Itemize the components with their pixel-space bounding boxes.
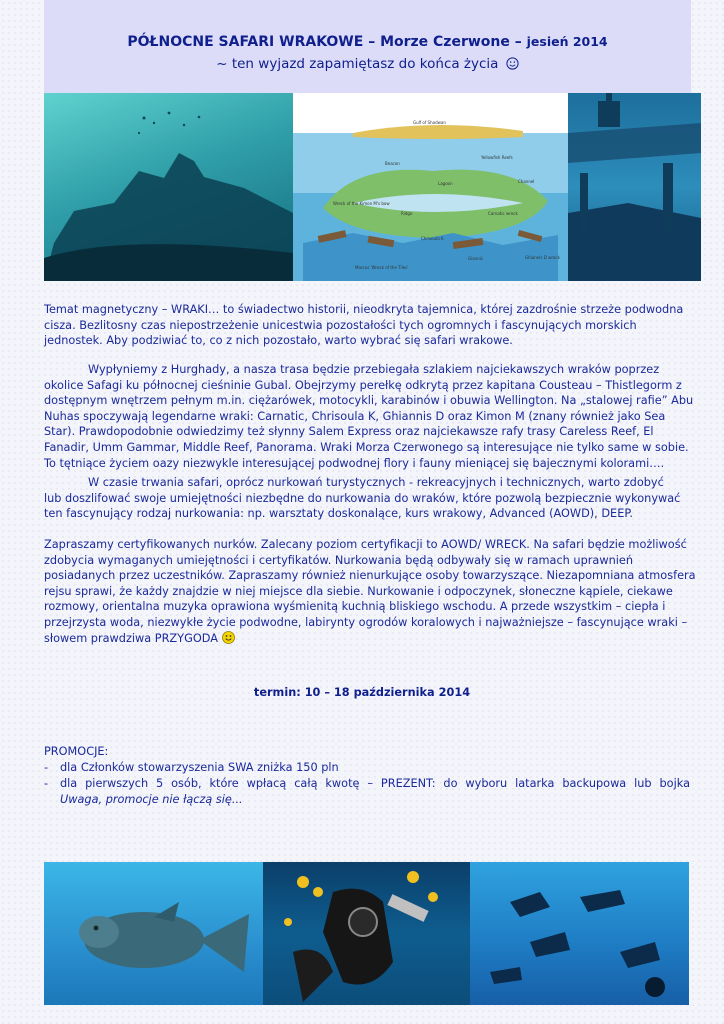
trip-date: termin: 10 – 18 października 2014: [253, 686, 471, 699]
title-season: jesień 2014: [526, 34, 608, 49]
smiley-outline-icon: [506, 57, 519, 70]
list-dash: -: [44, 761, 49, 774]
paragraph-3: W czasie trwania safari, oprócz nurkowań turystycznych - rekreacyjnych i technicznych, warto zdobyć lub doszlifować swoje umiejętności niezbędne do nurkowania do wraków, które pozwolą bezpiecznie wykonywać ten fascynujący rodzaj nurkowania: np. warsztaty doskonalące, kurs wrakowy, Advanced (AOWD), DEEP.: [44, 476, 681, 521]
map-label-chrisoula: Chrisoula K: [421, 236, 444, 241]
promo-item: [44, 760, 690, 776]
promotions-heading: PROMOCJE:: [44, 745, 109, 758]
promotions-section: [44, 744, 690, 808]
paragraph-4: Zapraszamy certyfikowanych nurków. Zalecany poziom certyfikacji to AOWD/ WRECK. Na safari będzie możliwość zdobycia wymaganych umiejętności i certyfikatów. Nurkowania będą odbywały się w ramach uprawnień posiadanych przez uczestników. Zapraszamy również nienurkujące osoby towarzyszące. Niezapomniana atmosfera rejsu sprawi, że każdy znajdzie w niej miejsce dla siebie. Nurkowanie i odpoczynek, słoneczne kąpiele, ciekawe rozmowy, orientalna muzyka oprawiona wyśmienitą kuchnią bliskiego wschodu. A przede wszystkim – ciepła i przejrzysta woda, niezwykłe życie podwodne, labirynty ogrodów koralowych i najważniejsze – fascynujące wraki – słowem prawdziwa PRZYGODA: [44, 538, 696, 645]
divers-group-photo: [470, 862, 689, 1005]
header-banner: [44, 0, 691, 93]
map-label-yellowfish: Yellowfish Reefs: [481, 155, 513, 160]
courses-paragraph: [44, 475, 684, 522]
diver-photo: [263, 862, 470, 1005]
route-paragraph: [44, 362, 698, 471]
paragraph-2: Wypłyniemy z Hurghady, a nasza trasa będzie przebiegała szlakiem najciekawszych wraków poprzez okolice Safagi ku północnej cieśninie Gubal. Obejrzymy perełkę odkrytą przez kapitana Cousteau – Thistlegorm z dostępnym wnętrzem pełnym m.in. ciężarówek, motocykli, karabinów i obuwia Wellington. Na „stalowej rafie” Abu Nuhas spoczywają legendarne wraki: Carnatic, Chrisoula K, Ghiannis D oraz Kimon M (znany również jako Sea Star). Prawdopodobnie odwiedzimy też słynny Salem Express oraz najciekawsze rafy trasy Careless Reef, El Fanadir, Umm Gammar, Middle Reef, Panorama. Wraki Morza Czerwonego są interesujące nie tylko same w sobie. To tętniące życiem oazy niezwykle interesującej podwodnej flory i fauny mieniącej się bajecznymi kolorami….: [44, 363, 694, 470]
map-label-lagoon: Lagoon: [438, 181, 453, 186]
map-label-channel: Channel: [518, 179, 535, 184]
smiley-yellow-icon: [222, 631, 235, 644]
map-label-giannis: Giannis: [468, 256, 483, 261]
wreck-photo-blue: [568, 93, 701, 281]
map-label-beacon: Beacon: [385, 161, 400, 166]
title-main: PÓŁNOCNE SAFARI WRAKOWE – Morze Czerwone –: [127, 34, 527, 50]
map-label-marcus: Marcus 'Wreck of the Tiles': [355, 265, 409, 270]
intro-paragraph: [44, 302, 694, 349]
invitation-paragraph: [44, 537, 704, 646]
page-title: [44, 34, 691, 50]
promo-item-1: dla Członków stowarzyszenia SWA zniżka 150 pln: [60, 761, 339, 774]
subtitle-text: ~ ten wyjazd zapamiętasz do końca życia: [216, 56, 499, 72]
promo-item: [44, 776, 690, 792]
map-label-ridge: Ridge: [401, 211, 413, 216]
map-label-ghiannis: Ghiannis D wreck: [525, 255, 560, 260]
wreck-photo-silhouette: [44, 93, 293, 281]
promo-item-2: dla pierwszych 5 osób, które wpłacą całą kwotę – PREZENT: do wyboru latarka backupowa lub bojka: [60, 777, 690, 790]
fish-photo: [44, 862, 263, 1005]
map-label-kimon: Wreck of the Kimon M's bow: [333, 201, 390, 206]
page-subtitle: [44, 56, 691, 72]
map-label-gulf: Gulf of Shadwan: [413, 120, 446, 125]
map-label-carnatic: Carnatic wreck: [488, 211, 518, 216]
reef-map-illustration: [293, 93, 568, 281]
paragraph-1: Temat magnetyczny – WRAKI… to świadectwo historii, nieodkryta tajemnica, której zazdrośnie strzeże podwodna cisza. Bezlitosny czas niepostrzeżenie unicestwia pozostałości tych ogromnych i fascynujących morskich jednostek. Aby podziwiać to, co z nich pozostało, warto wybrać się safari wrakowe.: [44, 303, 684, 348]
paragraph-4-wrap: [44, 537, 704, 646]
list-dash: -: [44, 777, 49, 790]
promo-note: Uwaga, promocje nie łączą się...: [60, 793, 243, 806]
